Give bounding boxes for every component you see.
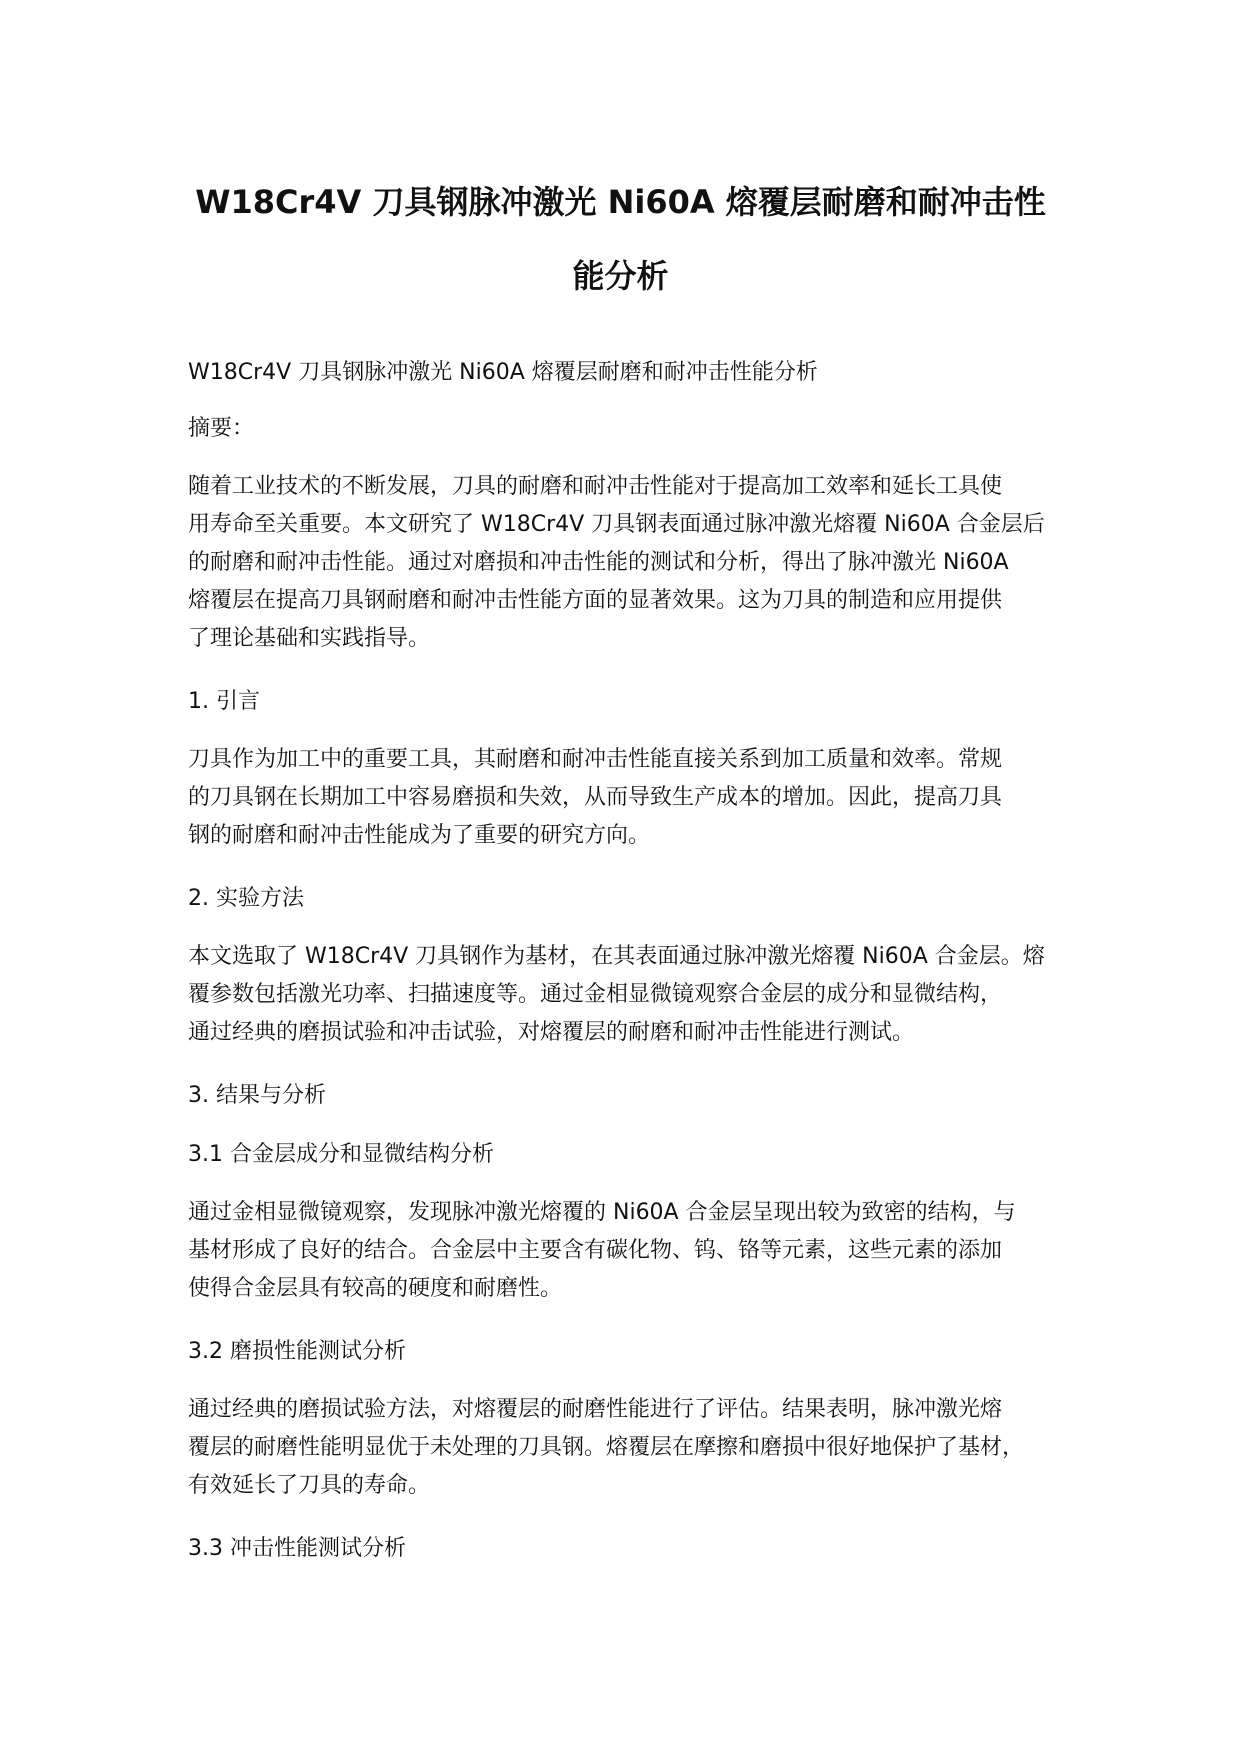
section-3-2-line: 有效延长了刀具的寿命。: [188, 1473, 431, 1498]
section-3-1-line: 使得合金层具有较高的硬度和耐磨性。: [188, 1276, 563, 1301]
section-3-3-heading: 3.3 冲击性能测试分析: [188, 1536, 406, 1561]
section-2-heading: 2. 实验方法: [188, 886, 304, 911]
section-1-line: 的刀具钢在长期加工中容易磨损和失效，从而导致生产成本的增加。因此，提高刀具: [188, 785, 1003, 810]
abstract-line: 熔覆层在提高刀具钢耐磨和耐冲击性能方面的显著效果。这为刀具的制造和应用提供: [188, 588, 1003, 613]
section-3-1-line: 基材形成了良好的结合。合金层中主要含有碳化物、钨、铬等元素，这些元素的添加: [188, 1238, 1003, 1263]
section-3-heading: 3. 结果与分析: [188, 1083, 326, 1108]
abstract-heading: 摘要：: [188, 416, 255, 441]
section-1-heading: 1. 引言: [188, 689, 260, 714]
abstract-line: 了理论基础和实践指导。: [188, 626, 431, 651]
section-3-2-heading: 3.2 磨损性能测试分析: [188, 1339, 406, 1364]
section-2-line: 覆参数包括激光功率、扫描速度等。通过金相显微镜观察合金层的成分和显微结构，: [188, 982, 1003, 1007]
abstract-line: 用寿命至关重要。本文研究了 W18Cr4V 刀具钢表面通过脉冲激光熔覆 Ni60A 合金层后: [188, 512, 1045, 537]
section-2-line: 通过经典的磨损试验和冲击试验，对熔覆层的耐磨和耐冲击性能进行测试。: [188, 1020, 915, 1045]
section-1-line: 刀具作为加工中的重要工具，其耐磨和耐冲击性能直接关系到加工质量和效率。常规: [188, 747, 1003, 772]
subtitle: W18Cr4V 刀具钢脉冲激光 Ni60A 熔覆层耐磨和耐冲击性能分析: [188, 360, 818, 385]
document-title-line-1: W18Cr4V 刀具钢脉冲激光 Ni60A 熔覆层耐磨和耐冲击性: [195, 183, 1046, 221]
section-3-1-line: 通过金相显微镜观察，发现脉冲激光熔覆的 Ni60A 合金层呈现出较为致密的结构，与: [188, 1200, 1016, 1225]
section-3-2-line: 覆层的耐磨性能明显优于未处理的刀具钢。熔覆层在摩擦和磨损中很好地保护了基材，: [188, 1435, 1025, 1460]
section-3-2-line: 通过经典的磨损试验方法，对熔覆层的耐磨性能进行了评估。结果表明，脉冲激光熔: [188, 1397, 1003, 1422]
abstract-line: 随着工业技术的不断发展，刀具的耐磨和耐冲击性能对于提高加工效率和延长工具使: [188, 474, 1003, 499]
section-2-line: 本文选取了 W18Cr4V 刀具钢作为基材，在其表面通过脉冲激光熔覆 Ni60A 合金层。熔: [188, 944, 1045, 969]
document-title-line-2: 能分析: [572, 257, 669, 295]
section-3-1-heading: 3.1 合金层成分和显微结构分析: [188, 1142, 494, 1167]
abstract-line: 的耐磨和耐冲击性能。通过对磨损和冲击性能的测试和分析，得出了脉冲激光 Ni60A: [188, 550, 1009, 575]
section-1-line: 钢的耐磨和耐冲击性能成为了重要的研究方向。: [188, 823, 651, 848]
